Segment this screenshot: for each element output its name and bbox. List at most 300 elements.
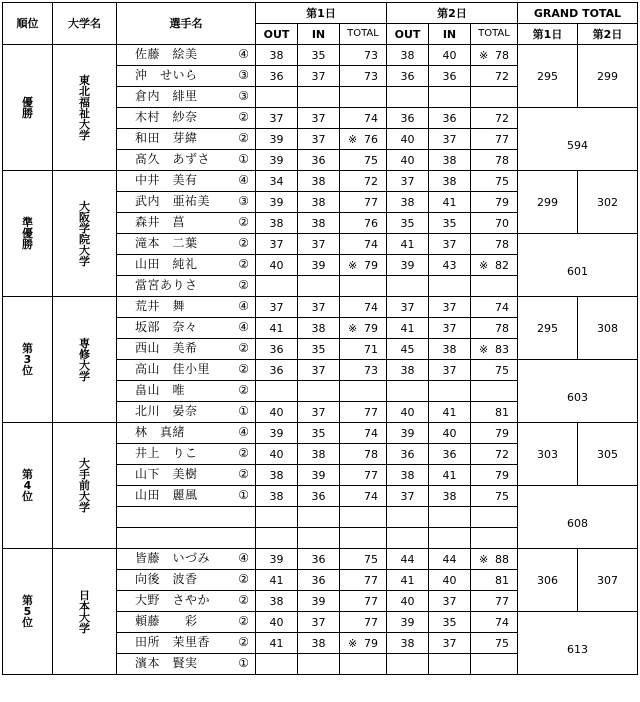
header-grand-total: GRAND TOTAL [518,3,638,24]
player-grade: ② [238,446,249,460]
grand-total-value: 601 [567,264,588,278]
university-char: 専 [79,336,90,350]
rank-char: 優 [22,95,33,109]
day1-total-value: 73 [364,49,378,62]
day2-out: 38 [387,192,429,213]
day2-total [471,633,518,654]
player-name: 山田 純礼 [135,257,198,271]
player-cell [117,402,256,423]
day1-out: 39 [256,549,298,570]
day2-total [471,423,518,444]
day1-out: 41 [256,633,298,654]
day2-out: 44 [387,549,429,570]
player-grade: ② [238,635,249,649]
drop-mark: ※ [479,343,489,356]
player-name: 髙久 あずさ [135,152,211,166]
player-cell [117,234,256,255]
day2-total [471,465,518,486]
team-rank [3,297,53,423]
header-day1: 第1日 [256,3,387,24]
player-name: 山田 麗風 [135,488,198,502]
day2-in: 35 [429,213,471,234]
day1-in: 39 [298,591,340,612]
day2-total-value: 72 [495,112,509,125]
day2-total-value: 79 [495,427,509,440]
university-char: 学 [79,369,90,383]
day1-out: 39 [256,423,298,444]
player-grade: ④ [238,299,249,313]
day1-out [256,528,298,549]
day2-total [471,402,518,423]
day1-in: 37 [298,66,340,87]
grand-total-day1: 303 [518,423,578,486]
team-rank [3,549,53,675]
day2-total [471,255,518,276]
day2-out: 37 [387,486,429,507]
player-name: 武内 亜祐美 [135,194,211,208]
day1-total [340,339,387,360]
player-name: 大野 さやか [135,593,211,607]
day2-out [387,654,429,675]
day2-out: 40 [387,402,429,423]
drop-mark: ※ [479,49,489,62]
player-name: 和田 芽緯 [135,131,198,145]
player-cell [117,192,256,213]
player-grade: ② [238,341,249,355]
day1-total [340,423,387,444]
player-row [3,549,638,570]
day2-total [471,108,518,129]
university-char: 大 [79,610,90,624]
player-row [3,171,638,192]
player-grade: ③ [238,194,249,208]
day1-out [256,654,298,675]
day1-out: 40 [256,444,298,465]
rank-char: 第 [22,594,33,607]
day2-in: 36 [429,444,471,465]
player-grade: ③ [238,89,249,103]
player-cell [117,255,256,276]
university-char: 本 [79,599,90,613]
university-char: 学 [79,254,90,268]
day2-total-value: 72 [495,70,509,83]
day1-total-value: 77 [364,469,378,482]
day2-total [471,318,518,339]
day1-total [340,255,387,276]
grand-total-day1: 299 [518,171,578,234]
university-char: 学 [79,128,90,142]
day1-total-value: 78 [364,448,378,461]
player-grade: ④ [238,47,249,61]
day1-total [340,87,387,108]
day1-in [298,87,340,108]
day1-in: 38 [298,633,340,654]
day2-out: 41 [387,234,429,255]
day2-in [429,528,471,549]
day1-total [340,381,387,402]
day1-out: 38 [256,591,298,612]
day1-out: 40 [256,255,298,276]
day2-out: 39 [387,612,429,633]
day1-in: 37 [298,108,340,129]
day2-total-value: 79 [495,196,509,209]
player-cell [117,591,256,612]
grand-total-day2: 308 [578,297,638,360]
day2-total [471,87,518,108]
day1-total-value: 77 [364,196,378,209]
player-name: 木村 紗奈 [135,110,198,124]
day1-in: 38 [298,171,340,192]
day2-out: 40 [387,129,429,150]
day2-in: 35 [429,612,471,633]
player-cell [117,654,256,675]
player-name: 坂部 奈々 [135,320,198,334]
day1-out: 39 [256,192,298,213]
day1-in: 35 [298,339,340,360]
day1-in: 37 [298,360,340,381]
day1-out: 34 [256,171,298,192]
rank-char: 第 [22,342,33,355]
day1-total-value: 79 [364,259,378,272]
day1-total [340,570,387,591]
player-cell [117,171,256,192]
day2-total-value: 74 [495,301,509,314]
header-rank: 順位 [3,3,53,45]
day2-total-value: 79 [495,469,509,482]
day2-total [471,234,518,255]
day2-total [471,276,518,297]
team-rank [3,45,53,171]
day2-in: 38 [429,150,471,171]
rank-char: 第 [22,468,33,481]
day2-in [429,654,471,675]
header-row-1 [3,3,638,24]
day2-out: 38 [387,633,429,654]
day1-total-value: 74 [364,301,378,314]
day1-total [340,129,387,150]
player-cell [117,549,256,570]
rank-char: 4 [23,479,32,492]
day1-in: 36 [298,486,340,507]
day1-out: 40 [256,612,298,633]
day1-in: 37 [298,234,340,255]
university-char: 日 [79,588,90,602]
day2-total-value: 78 [495,238,509,251]
day2-out: 36 [387,108,429,129]
player-grade: ④ [238,551,249,565]
day2-in: 37 [429,129,471,150]
day2-out: 40 [387,150,429,171]
day2-total-value: 74 [495,616,509,629]
player-name: 畠山 唯 [135,383,186,397]
day1-total [340,45,387,66]
player-grade: ② [238,278,249,292]
university-char: 院 [79,232,90,246]
day1-total [340,633,387,654]
university-name [53,171,117,297]
grand-total-value: 613 [567,642,588,656]
day2-out: 39 [387,423,429,444]
player-grade: ② [238,572,249,586]
rank-char: 3 [23,353,32,366]
day1-total [340,276,387,297]
day2-out: 35 [387,213,429,234]
team-rank [3,423,53,549]
player-name: 高山 佳小里 [135,362,211,376]
drop-mark: ※ [348,637,358,650]
player-name: 當宮ありさ [135,278,198,292]
day2-in: 38 [429,339,471,360]
day2-total-value: 78 [495,49,509,62]
drop-mark: ※ [348,133,358,146]
day2-in: 44 [429,549,471,570]
day1-out: 39 [256,150,298,171]
day2-total [471,150,518,171]
player-grade: ② [238,257,249,271]
day2-out: 38 [387,45,429,66]
day2-total [471,612,518,633]
day1-in: 36 [298,570,340,591]
header-day2: 第2日 [387,3,518,24]
day1-total-value: 74 [364,427,378,440]
player-name: 皆藤 いづみ [135,551,211,565]
day1-total-value: 73 [364,70,378,83]
day1-total [340,150,387,171]
day1-out: 38 [256,213,298,234]
day2-total-value: 81 [495,574,509,587]
university-char: 大 [79,243,90,257]
player-grade: ② [238,236,249,250]
day1-in [298,654,340,675]
day2-total-value: 75 [495,364,509,377]
grand-total-day2: 305 [578,423,638,486]
player-name: 井上 りこ [135,446,198,460]
day1-total-value: 74 [364,112,378,125]
day2-in: 41 [429,192,471,213]
header-d2-total: TOTAL [471,24,518,45]
university-char: 大 [79,457,90,470]
day2-total-value: 78 [495,322,509,335]
header-d1-in: IN [298,24,340,45]
player-grade: ② [238,215,249,229]
day2-total-value: 81 [495,406,509,419]
rank-char: 準 [22,216,33,229]
day1-out [256,87,298,108]
university-char: 大 [79,358,90,372]
player-cell [117,507,256,528]
day2-total [471,381,518,402]
grand-total-day2: 299 [578,45,638,108]
player-name: 沖 せいら [135,68,198,82]
day2-in: 37 [429,360,471,381]
rank-char: 位 [22,364,33,377]
player-cell [117,276,256,297]
player-name: 滝本 二葉 [135,236,198,250]
day2-total [471,66,518,87]
day2-out [387,276,429,297]
day2-out: 39 [387,255,429,276]
team-rank [3,171,53,297]
header-gt-day2: 第2日 [578,24,638,45]
day2-in: 37 [429,297,471,318]
university-char: 福 [79,95,90,109]
header-d1-out: OUT [256,24,298,45]
day2-in: 40 [429,45,471,66]
grand-total-value: 608 [567,516,588,530]
player-cell [117,570,256,591]
university-name [53,45,117,171]
day1-in: 39 [298,255,340,276]
player-grade: ④ [238,320,249,334]
university-char: 前 [79,479,90,492]
header-d1-total: TOTAL [340,24,387,45]
day2-in: 37 [429,318,471,339]
day2-total-value: 83 [495,343,509,356]
day1-in: 37 [298,402,340,423]
day2-in: 38 [429,171,471,192]
day1-out: 36 [256,360,298,381]
day2-in [429,507,471,528]
grand-total-day1: 295 [518,297,578,360]
rank-char: 勝 [22,238,33,251]
rank-char: 5 [23,605,32,618]
day1-total-value: 79 [364,637,378,650]
day2-total [471,528,518,549]
player-grade: ② [238,362,249,376]
rank-char: 位 [22,490,33,503]
header-gt-day1: 第1日 [518,24,578,45]
player-grade: ② [238,383,249,397]
day1-out: 37 [256,234,298,255]
player-cell [117,108,256,129]
day1-total [340,591,387,612]
player-name: 頼藤 彩 [135,614,198,628]
player-cell [117,150,256,171]
day1-total [340,213,387,234]
day2-in: 40 [429,570,471,591]
day1-total-value: 76 [364,133,378,146]
player-grade: ② [238,614,249,628]
day2-out: 45 [387,339,429,360]
results-body [3,3,638,675]
day2-total [471,45,518,66]
day2-in [429,276,471,297]
day2-out: 41 [387,570,429,591]
day2-in: 38 [429,486,471,507]
day1-out [256,381,298,402]
grand-total-day1: 295 [518,45,578,108]
day1-total [340,402,387,423]
grand-total-sum [518,612,638,675]
day1-total-value: 74 [364,238,378,251]
university-char: 東 [79,73,90,87]
drop-mark: ※ [348,322,358,335]
day2-in: 41 [429,465,471,486]
day1-out: 38 [256,465,298,486]
player-name: 中井 美有 [135,173,198,187]
day2-out: 37 [387,297,429,318]
player-grade: ① [238,488,249,502]
day1-in: 38 [298,318,340,339]
day1-in [298,528,340,549]
day1-total-value: 77 [364,406,378,419]
player-row [3,45,638,66]
day1-total [340,66,387,87]
day1-in [298,507,340,528]
player-grade: ② [238,110,249,124]
player-grade: ① [238,404,249,418]
day1-total [340,108,387,129]
header-player: 選手名 [117,3,256,45]
day1-total [340,192,387,213]
player-name: 向後 波香 [135,572,198,586]
day2-in: 43 [429,255,471,276]
day2-out [387,528,429,549]
rank-char: 位 [22,616,33,629]
player-cell [117,339,256,360]
day2-out: 40 [387,591,429,612]
rank-char: 勝 [22,106,33,120]
player-grade: ③ [238,68,249,82]
day1-total [340,486,387,507]
university-name [53,549,117,675]
university-char: 学 [79,621,90,635]
day2-total-value: 70 [495,217,509,230]
day2-total-value: 72 [495,448,509,461]
player-name: 西山 美希 [135,341,198,355]
player-cell [117,486,256,507]
player-name: 荒井 舞 [135,299,186,313]
day2-out [387,381,429,402]
player-cell [117,45,256,66]
day1-out: 39 [256,129,298,150]
day1-in [298,276,340,297]
grand-total-day2: 302 [578,171,638,234]
university-char: 学 [79,221,90,235]
player-grade: ② [238,467,249,481]
university-name [53,297,117,423]
grand-total-day1: 306 [518,549,578,612]
day1-total [340,360,387,381]
results-table [2,2,638,675]
day2-out: 41 [387,318,429,339]
day2-in: 41 [429,402,471,423]
player-cell [117,66,256,87]
day2-total-value: 77 [495,133,509,146]
grand-total-sum [518,108,638,171]
grand-total-sum [518,360,638,423]
day1-total-value: 79 [364,322,378,335]
day2-total [471,444,518,465]
day1-in: 38 [298,213,340,234]
player-name: 田所 茉里香 [135,635,211,649]
header-university: 大学名 [53,3,117,45]
grand-total-day2: 307 [578,549,638,612]
day2-out: 37 [387,171,429,192]
day2-total [471,297,518,318]
university-char: 大 [79,490,90,503]
player-name: 林 真緒 [135,425,186,439]
day2-in: 37 [429,234,471,255]
player-cell [117,423,256,444]
day1-total [340,444,387,465]
day2-total [471,654,518,675]
day1-out: 37 [256,108,298,129]
day1-total [340,528,387,549]
day1-total-value: 72 [364,175,378,188]
drop-mark: ※ [479,553,489,566]
day2-total [471,507,518,528]
